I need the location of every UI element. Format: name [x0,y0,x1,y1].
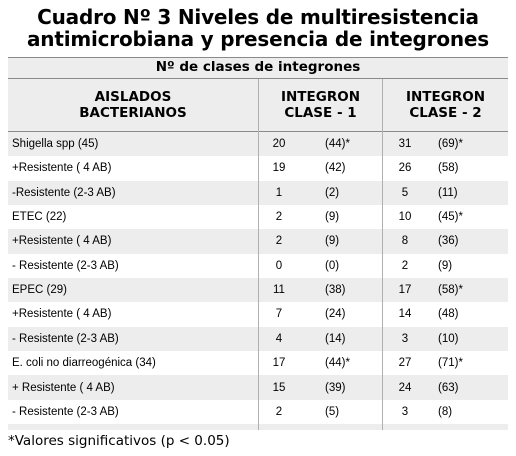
class-2-percent: (48) [438,308,459,321]
class-1-percent: (39) [325,381,346,394]
class-2-count: 10 [398,211,412,224]
class-2-percent: (9) [438,259,453,272]
column-header-isolates-line-2: BACTERIANOS [79,105,187,121]
column-header-class-2 [383,89,508,121]
class-2-count: 5 [401,186,409,199]
class-2-percent: (71)* [438,357,463,370]
table-title-line-2: antimicrobiana y presencia de integrones [27,27,489,51]
class-2-count: 3 [401,405,409,418]
row-label: + Resistente ( 4 AB) [12,381,115,394]
row-label: - Resistente (2-3 AB) [12,405,119,418]
class-1-percent: (9) [325,235,340,248]
row-label: +Resistente ( 4 AB) [12,235,112,248]
class-1-count: 20 [272,138,286,150]
class-1-percent: (38) [325,284,346,297]
column-divider-1 [258,79,259,430]
class-2-percent: (63) [438,381,459,394]
class-2-count: 2 [401,259,409,272]
class-1-count: 2 [275,211,283,224]
column-header-class-1-line-2: CLASE - 1 [284,105,357,121]
row-label: - Resistente (2-3 AB) [12,259,119,272]
column-header-class-1 [259,89,382,121]
row-label: E. coli no diarreogénica (34) [12,357,156,370]
row-label: -Resistente (2-3 AB) [12,186,116,199]
class-1-count: 0 [275,259,283,272]
class-1-count: 1 [275,186,283,199]
class-1-percent: (0) [325,259,340,272]
class-2-percent: (45)* [438,211,463,224]
class-1-percent: (2) [325,186,340,199]
class-1-count: 2 [275,235,283,248]
class-1-percent: (42) [325,162,346,175]
class-2-count: 17 [398,284,412,297]
column-header-isolates [8,89,258,121]
class-2-count: 3 [401,332,409,345]
class-2-percent: (36) [438,235,459,248]
class-1-count: 11 [273,284,285,297]
integron-table [8,57,508,430]
class-1-count: 2 [275,405,283,418]
group-header: Nº de clases de integrones [155,59,361,75]
class-2-count: 24 [398,381,412,394]
class-2-percent: (58)* [438,284,463,297]
class-2-count: 26 [398,162,412,175]
class-2-percent: (69)* [438,138,463,150]
row-label: +Resistente ( 4 AB) [12,162,112,175]
class-1-percent: (14) [325,332,346,345]
class-2-percent: (58) [438,162,459,175]
row-label: - Resistente (2-3 AB) [12,332,119,345]
class-2-percent: (10) [438,332,459,345]
row-label: Shigella spp (45) [12,138,99,150]
class-2-count: 31 [398,138,412,150]
class-2-count: 14 [398,308,412,321]
column-divider-2 [382,79,383,430]
row-label: ETEC (22) [12,211,67,224]
class-1-count: 19 [272,162,286,175]
column-header-class-2-line-1: INTEGRON [405,89,485,105]
class-2-percent: (8) [438,405,453,418]
footnote: *Valores significativos (p < 0.05) [8,433,230,449]
class-1-percent: (24) [325,308,346,321]
class-1-count: 7 [275,308,283,321]
class-1-percent: (44)* [325,138,350,150]
class-1-percent: (5) [325,405,340,418]
class-1-percent: (9) [325,211,340,224]
class-2-count: 8 [401,235,409,248]
column-header-class-2-line-2: CLASE - 2 [409,105,482,121]
class-2-count: 27 [398,357,412,370]
class-2-percent: (11) [438,186,458,199]
class-1-count: 4 [275,332,283,345]
table-title-line-1: Cuadro Nº 3 Niveles de multiresistencia [37,5,479,29]
class-1-count: 17 [272,357,286,370]
row-label: +Resistente ( 4 AB) [12,308,112,321]
column-header-isolates-line-1: AISLADOS [94,89,172,105]
class-1-count: 15 [272,381,286,394]
row-label: EPEC (29) [12,284,67,297]
class-1-percent: (44)* [325,357,350,370]
column-header-class-1-line-1: INTEGRON [280,89,360,105]
